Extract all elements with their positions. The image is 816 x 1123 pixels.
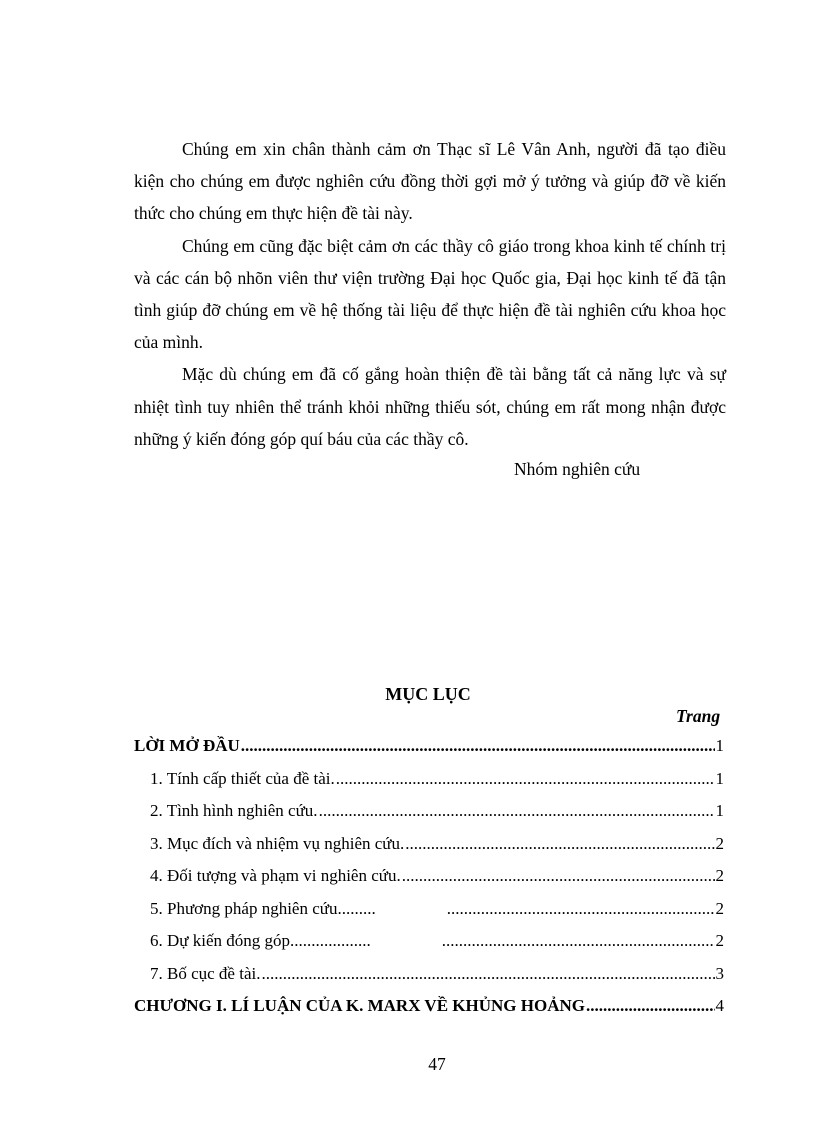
toc-entry-7 <box>134 964 724 997</box>
toc-leader-dots <box>442 931 715 951</box>
page-number: 47 <box>428 1054 446 1074</box>
toc-page-header: Trang <box>676 706 721 726</box>
toc-entry-3 <box>134 834 724 867</box>
toc-leader-dots <box>447 899 715 919</box>
toc-entry-label: 7. Bố cục đề tài. <box>150 963 261 983</box>
acknowledgement-section <box>134 133 726 455</box>
toc-entry-label: 6. Dự kiến đóng góp................... <box>150 931 371 950</box>
toc-leader-dots <box>405 834 714 854</box>
toc-entry-label: CHƯƠNG I. LÍ LUẬN CỦA K. MARX VỀ KHỦNG HOẢNG <box>134 996 585 1015</box>
signature: Nhóm nghiên cứu <box>514 459 641 479</box>
toc-leader-dots <box>261 964 714 984</box>
toc-title: MỤC LỤC <box>385 684 471 704</box>
acknowledgement-paragraph-3: Mặc dù chúng em đã cố gắng hoàn thiện đề tài bằng tất cả năng lực và sự nhiệt tình tuy nhiên thể tránh khỏi những thiếu sót, chúng em rất mong nhận được những ý kiến đóng góp quí báu của các thầy cô. <box>134 364 726 449</box>
toc-entry-page: 2 <box>715 866 724 885</box>
toc-entry-label: 2. Tình hình nghiên cứu. <box>150 801 318 820</box>
toc-entry-page: 2 <box>715 931 724 950</box>
acknowledgement-paragraph-1: Chúng em xin chân thành cảm ơn Thạc sĩ Lê Vân Anh, người đã tạo điều kiện cho chúng em được nghiên cứu đồng thời gợi mở ý tưởng và giúp đỡ về kiến thức cho chúng em thực hiện đề tài này. <box>134 139 726 224</box>
toc-entry-page: 1 <box>715 768 724 788</box>
toc-leader-dots <box>402 866 715 886</box>
toc-entry-6 <box>134 931 724 964</box>
toc-entry-label: 5. Phương pháp nghiên cứu......... <box>150 898 376 918</box>
acknowledgement-paragraph-2: Chúng em cũng đặc biệt cảm ơn các thầy cô giáo trong khoa kinh tế chính trị và các cán bộ nhõn viên thư viện trường Đại học Quốc gia, Đại học kinh tế đã tận tình giúp đỡ chúng em về hệ thống tài liệu để thực hiện đề tài nghiên cứu khoa học của mình. <box>134 235 726 353</box>
toc-entry-page: 1 <box>715 801 724 820</box>
toc-entry-page: 4 <box>715 996 724 1015</box>
toc-entry-label: 4. Đối tượng và phạm vi nghiên cứu. <box>150 866 401 885</box>
toc-entry-label: 1. Tính cấp thiết của đề tài. <box>150 768 335 788</box>
toc-leader-dots <box>336 769 715 789</box>
toc-leader-dots <box>319 801 715 821</box>
toc-entry-2 <box>134 801 724 834</box>
toc-entry-chapter-1 <box>134 996 724 1029</box>
toc-entry-page: 2 <box>715 898 724 918</box>
toc-leader-dots <box>241 736 715 756</box>
toc-leader-dots <box>586 996 715 1016</box>
toc-entry-label: 3. Mục đích và nhiệm vụ nghiên cứu. <box>150 833 405 853</box>
toc-entry-intro <box>134 736 724 769</box>
toc-entry-page: 2 <box>715 833 724 853</box>
toc-entry-page: 1 <box>715 736 724 755</box>
table-of-contents <box>134 736 724 1029</box>
toc-entry-label: LỜI MỞ ĐẦU <box>134 736 240 755</box>
toc-entry-4 <box>134 866 724 899</box>
toc-entry-page: 3 <box>715 963 724 983</box>
toc-entry-1 <box>134 769 724 802</box>
toc-entry-5 <box>134 899 724 932</box>
